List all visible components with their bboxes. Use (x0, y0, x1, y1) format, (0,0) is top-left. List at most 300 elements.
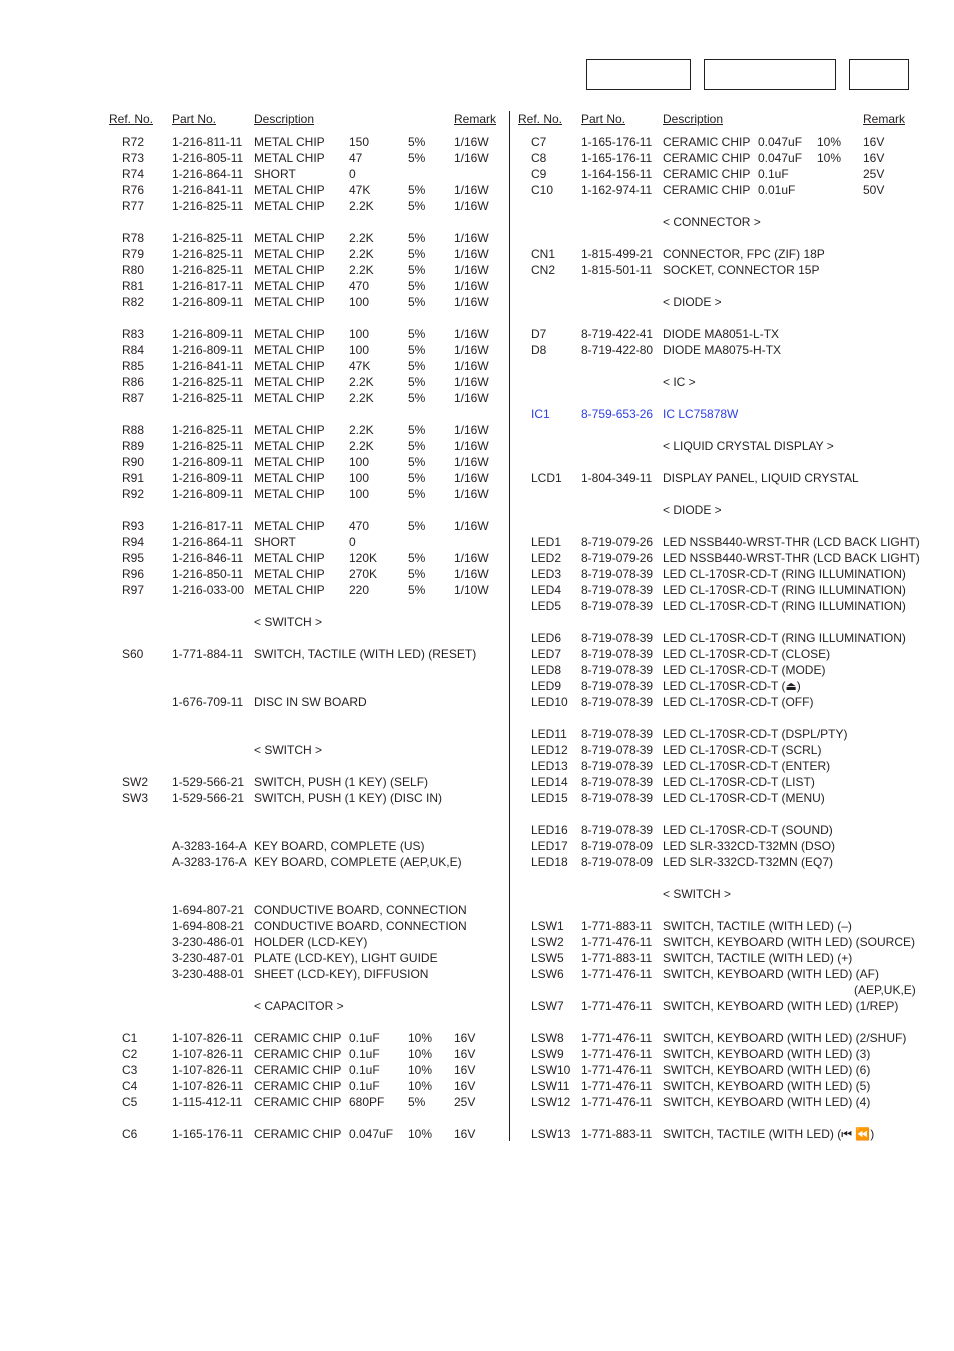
part-row (518, 726, 910, 742)
part-row (518, 566, 910, 582)
part-row (109, 966, 499, 982)
description: METAL CHIP (254, 583, 325, 597)
ref-no: LED12 (531, 743, 568, 757)
ref-no: LSW2 (531, 935, 564, 949)
part-row (518, 1126, 910, 1142)
part-no: 1-107-826-11 (172, 1079, 244, 1093)
description: METAL CHIP (254, 327, 325, 341)
ref-no: C8 (531, 151, 547, 165)
part-no: 1-771-883-11 (581, 1127, 653, 1141)
description: < DIODE > (663, 295, 722, 309)
ref-no: R95 (122, 551, 145, 565)
part-row (518, 998, 910, 1014)
row-spacer (518, 310, 910, 326)
description: LED CL-170SR-CD-T (OFF) (663, 695, 814, 709)
value: 2.2K (349, 247, 374, 261)
header-part-no: Part No. (172, 112, 217, 126)
ref-no: R82 (122, 295, 145, 309)
part-row (518, 342, 910, 358)
row-spacer (518, 278, 910, 294)
part-no: 8-719-078-39 (581, 759, 654, 773)
part-no: 1-771-476-11 (581, 1047, 653, 1061)
remark: 16V (454, 1079, 476, 1093)
parts-list-left (109, 111, 499, 1142)
part-row (109, 182, 499, 198)
ref-no: LSW12 (531, 1095, 571, 1109)
row-spacer (518, 454, 910, 470)
description: KEY BOARD, COMPLETE (AEP,UK,E) (254, 855, 462, 869)
value: 2.2K (349, 375, 374, 389)
ref-no: R81 (122, 279, 145, 293)
part-row (518, 502, 910, 518)
description: CERAMIC CHIP (254, 1095, 342, 1109)
part-row (109, 774, 499, 790)
tolerance: 10% (408, 1079, 433, 1093)
value: 150 (349, 135, 370, 149)
description: LED CL-170SR-CD-T (MODE) (663, 663, 826, 677)
ref-no: C3 (122, 1063, 138, 1077)
part-no: 1-216-825-11 (172, 375, 244, 389)
part-row (518, 1094, 910, 1110)
part-row (518, 838, 910, 854)
description: METAL CHIP (254, 199, 325, 213)
description: DISPLAY PANEL, LIQUID CRYSTAL (663, 471, 859, 485)
description: PLATE (LCD-KEY), LIGHT GUIDE (254, 951, 438, 965)
part-row (109, 166, 499, 182)
row-spacer (518, 486, 910, 502)
value: 0.1uF (349, 1031, 380, 1045)
value: 100 (349, 471, 370, 485)
tolerance: 5% (408, 199, 426, 213)
ref-no: R78 (122, 231, 145, 245)
remark: 1/10W (454, 583, 489, 597)
ref-no: LED8 (531, 663, 562, 677)
remark: 1/16W (454, 487, 489, 501)
tolerance: 5% (408, 279, 426, 293)
part-no: 1-216-825-11 (172, 263, 244, 277)
part-row (109, 950, 499, 966)
part-row (518, 934, 916, 950)
remark: 1/16W (454, 359, 489, 373)
part-no: 1-216-825-11 (172, 423, 244, 437)
row-spacer (518, 358, 910, 374)
part-no: 8-719-078-39 (581, 743, 654, 757)
ref-no: R92 (122, 487, 145, 501)
description: METAL CHIP (254, 455, 325, 469)
part-row (518, 758, 910, 774)
part-row (109, 246, 499, 262)
row-spacer (109, 758, 499, 774)
value: 0.1uF (349, 1047, 380, 1061)
row-spacer (109, 598, 499, 614)
tolerance: 5% (408, 263, 426, 277)
description: SWITCH, KEYBOARD (WITH LED) (3) (663, 1047, 871, 1061)
tolerance: 5% (408, 455, 426, 469)
part-row (109, 518, 499, 534)
ref-no: R86 (122, 375, 145, 389)
remark: 1/16W (454, 247, 489, 261)
header-part-no: Part No. (581, 112, 626, 126)
part-row (518, 662, 910, 678)
ref-no: R93 (122, 519, 145, 533)
row-spacer (109, 1014, 499, 1030)
tolerance: 10% (408, 1127, 433, 1141)
ref-no: LSW10 (531, 1063, 571, 1077)
part-no: 1-216-817-11 (172, 279, 244, 293)
row-spacer (518, 390, 910, 406)
part-row (109, 1126, 499, 1142)
part-no: 1-216-809-11 (172, 471, 244, 485)
ref-no: LSW5 (531, 951, 564, 965)
description: METAL CHIP (254, 263, 325, 277)
remark: 16V (454, 1063, 476, 1077)
ref-no: R84 (122, 343, 145, 357)
description: METAL CHIP (254, 343, 325, 357)
header-description: Description (663, 112, 724, 126)
description: CONDUCTIVE BOARD, CONNECTION (254, 903, 467, 917)
part-no: 8-719-078-39 (581, 823, 654, 837)
value: 0 (349, 167, 356, 181)
part-row (518, 262, 910, 278)
row-spacer (518, 230, 910, 246)
ref-no: LSW6 (531, 967, 564, 981)
header-ref-no: Ref. No. (518, 112, 563, 126)
ref-no: R80 (122, 263, 145, 277)
value: 0.01uF (758, 183, 796, 197)
part-no: 8-719-078-39 (581, 695, 654, 709)
ref-no: LED1 (531, 535, 562, 549)
remark: 1/16W (454, 375, 489, 389)
part-row (109, 790, 499, 806)
part-no: 1-771-476-11 (581, 1063, 653, 1077)
remark: 16V (454, 1127, 476, 1141)
value: 0 (349, 535, 356, 549)
part-no: 1-216-809-11 (172, 343, 244, 357)
remark: 1/16W (454, 455, 489, 469)
ref-no: LED18 (531, 855, 568, 869)
tolerance: 5% (408, 247, 426, 261)
part-row (109, 646, 499, 662)
value: 0.1uF (349, 1063, 380, 1077)
part-row (518, 326, 910, 342)
description: LED SLR-332CD-T32MN (DSO) (663, 839, 836, 853)
ref-no: LSW7 (531, 999, 564, 1013)
row-spacer (109, 310, 499, 326)
description: METAL CHIP (254, 183, 325, 197)
header-description: Description (254, 112, 315, 126)
part-no: 1-771-476-11 (581, 935, 653, 949)
part-row (109, 486, 499, 502)
row-spacer (518, 614, 910, 630)
row-spacer (518, 198, 910, 214)
description: SHORT (254, 535, 296, 549)
tolerance: 5% (408, 423, 426, 437)
part-row (518, 294, 910, 310)
part-row (109, 550, 499, 566)
row-spacer (109, 406, 499, 422)
part-no: 1-771-476-11 (581, 1095, 653, 1109)
part-no: 1-165-176-11 (172, 1127, 244, 1141)
part-no: 1-165-176-11 (581, 135, 653, 149)
description: METAL CHIP (254, 135, 325, 149)
ref-no: LSW8 (531, 1031, 564, 1045)
header-ref-no: Ref. No. (109, 112, 154, 126)
description: CERAMIC CHIP (254, 1079, 342, 1093)
ref-no: R85 (122, 359, 145, 373)
part-no: 1-216-825-11 (172, 231, 244, 245)
part-no: 8-719-078-39 (581, 647, 654, 661)
ref-no: R96 (122, 567, 145, 581)
part-row (518, 630, 910, 646)
part-no: 1-694-808-21 (172, 919, 245, 933)
part-no: 1-771-476-11 (581, 1031, 653, 1045)
remark: 1/16W (454, 199, 489, 213)
part-row (518, 406, 910, 422)
tolerance: 5% (408, 583, 426, 597)
value: 2.2K (349, 231, 374, 245)
part-row (109, 998, 499, 1014)
header-box-3 (849, 59, 909, 90)
part-row (518, 182, 910, 198)
remark: 16V (863, 135, 885, 149)
description: SWITCH, KEYBOARD (WITH LED) (5) (663, 1079, 871, 1093)
part-row (109, 838, 499, 854)
row-spacer (518, 1110, 910, 1126)
value: 2.2K (349, 263, 374, 277)
row-spacer (518, 1014, 910, 1030)
description: < DIODE > (663, 503, 722, 517)
description: < CAPACITOR > (254, 999, 344, 1013)
part-no: 8-719-079-26 (581, 535, 654, 549)
description: CERAMIC CHIP (254, 1063, 342, 1077)
description: SWITCH, TACTILE (WITH LED) (+) (663, 951, 853, 965)
column-headers-left (109, 111, 499, 127)
part-row (518, 822, 910, 838)
part-no: 1-216-825-11 (172, 247, 244, 261)
description: LED CL-170SR-CD-T (SCRL) (663, 743, 822, 757)
ref-no: R97 (122, 583, 145, 597)
ref-no: D8 (531, 343, 547, 357)
ref-no: IC1 (531, 407, 550, 421)
part-row (109, 422, 499, 438)
part-no: 1-815-499-21 (581, 247, 654, 261)
part-no: 1-694-807-21 (172, 903, 245, 917)
part-row (109, 326, 499, 342)
part-no: 1-771-883-11 (581, 951, 653, 965)
description: METAL CHIP (254, 519, 325, 533)
part-row (518, 1030, 910, 1046)
ref-no: LCD1 (531, 471, 562, 485)
part-row (518, 678, 910, 694)
description: LED CL-170SR-CD-T (ENTER) (663, 759, 831, 773)
part-row (109, 918, 499, 934)
part-no: 8-759-653-26 (581, 407, 654, 421)
description: < SWITCH > (254, 743, 323, 757)
row-spacer (109, 1110, 499, 1126)
part-row (109, 278, 499, 294)
part-row (109, 902, 499, 918)
description: SWITCH, KEYBOARD (WITH LED) (6) (663, 1063, 871, 1077)
part-row (109, 566, 499, 582)
value: 0.047uF (758, 135, 803, 149)
tolerance: 10% (408, 1063, 433, 1077)
part-no: 8-719-078-09 (581, 839, 654, 853)
part-no: 1-216-846-11 (172, 551, 244, 565)
tolerance: 5% (408, 391, 426, 405)
description: SWITCH, KEYBOARD (WITH LED) (AF) (663, 967, 879, 981)
value: 470 (349, 279, 370, 293)
part-no: 1-107-826-11 (172, 1047, 244, 1061)
tolerance: 5% (408, 519, 426, 533)
part-no: 1-216-841-11 (172, 359, 244, 373)
part-no: 8-719-079-26 (581, 551, 654, 565)
description: SOCKET, CONNECTOR 15P (663, 263, 820, 277)
remark: (AEP,UK,E) (854, 983, 916, 997)
description: METAL CHIP (254, 151, 325, 165)
part-row (109, 294, 499, 310)
ref-no: C10 (531, 183, 554, 197)
tolerance: 10% (408, 1031, 433, 1045)
part-row (109, 854, 499, 870)
part-no: 8-719-078-39 (581, 631, 654, 645)
part-row (109, 934, 499, 950)
description: SHEET (LCD-KEY), DIFFUSION (254, 967, 429, 981)
part-no: 8-719-078-39 (581, 599, 654, 613)
value: 47K (349, 359, 371, 373)
value: 0.1uF (349, 1079, 380, 1093)
part-no: 8-719-078-39 (581, 567, 654, 581)
description: LED CL-170SR-CD-T (DSPL/PTY) (663, 727, 848, 741)
row-spacer (109, 630, 499, 646)
tolerance: 5% (408, 183, 426, 197)
ref-no: LED10 (531, 695, 568, 709)
part-no: 1-216-811-11 (172, 135, 243, 149)
description: LED CL-170SR-CD-T (SOUND) (663, 823, 833, 837)
value: 2.2K (349, 391, 374, 405)
part-no: 1-216-825-11 (172, 391, 244, 405)
value: 100 (349, 487, 370, 501)
ref-no: R88 (122, 423, 145, 437)
value: 0.1uF (758, 167, 789, 181)
remark: 1/16W (454, 343, 489, 357)
description: LED CL-170SR-CD-T (RING ILLUMINATION) (663, 631, 906, 645)
part-row (518, 214, 910, 230)
part-no: 8-719-422-41 (581, 327, 654, 341)
ref-no: R83 (122, 327, 145, 341)
ref-no: R76 (122, 183, 145, 197)
part-row (109, 390, 499, 406)
rows-right (518, 134, 920, 1142)
ref-no: R87 (122, 391, 145, 405)
row-spacer (518, 518, 910, 534)
part-row (518, 246, 910, 262)
description: DISC IN SW BOARD (254, 695, 367, 709)
row-spacer (109, 678, 499, 694)
part-row (518, 166, 910, 182)
tolerance: 5% (408, 1095, 426, 1109)
part-row (518, 550, 920, 566)
part-no: 1-162-974-11 (581, 183, 653, 197)
description: LED CL-170SR-CD-T (RING ILLUMINATION) (663, 583, 906, 597)
ref-no: S60 (122, 647, 144, 661)
ref-no: R77 (122, 199, 145, 213)
description: LED CL-170SR-CD-T (MENU) (663, 791, 825, 805)
row-spacer (518, 710, 910, 726)
part-row (109, 582, 499, 598)
ref-no: R89 (122, 439, 145, 453)
description: SWITCH, KEYBOARD (WITH LED) (SOURCE) (663, 935, 916, 949)
part-no: 1-216-825-11 (172, 439, 244, 453)
description: SWITCH, KEYBOARD (WITH LED) (4) (663, 1095, 871, 1109)
description: LED CL-170SR-CD-T (⏏) (663, 679, 801, 693)
part-row (518, 742, 910, 758)
part-row (109, 1030, 499, 1046)
part-row (518, 1062, 910, 1078)
ref-no: LED16 (531, 823, 568, 837)
part-no: 1-216-841-11 (172, 183, 244, 197)
remark: 16V (454, 1047, 476, 1061)
description: < IC > (663, 375, 696, 389)
remark: 16V (454, 1031, 476, 1045)
value: 2.2K (349, 439, 374, 453)
tolerance: 5% (408, 343, 426, 357)
row-spacer (518, 422, 910, 438)
ref-no: R79 (122, 247, 145, 261)
ref-no: C7 (531, 135, 547, 149)
part-no: 1-771-476-11 (581, 999, 653, 1013)
ref-no: LED6 (531, 631, 562, 645)
tolerance: 10% (817, 135, 842, 149)
row-spacer (109, 806, 499, 822)
ref-no: C2 (122, 1047, 138, 1061)
value: 47K (349, 183, 371, 197)
value: 470 (349, 519, 370, 533)
part-no: 1-216-809-11 (172, 455, 244, 469)
row-spacer (109, 982, 499, 998)
remark: 1/16W (454, 471, 489, 485)
description: METAL CHIP (254, 471, 325, 485)
description: METAL CHIP (254, 359, 325, 373)
tolerance: 5% (408, 487, 426, 501)
part-row (109, 374, 499, 390)
value: 270K (349, 567, 378, 581)
description: LED NSSB440-WRST-THR (LCD BACK LIGHT) (663, 535, 920, 549)
tolerance: 5% (408, 135, 426, 149)
ref-no: R74 (122, 167, 145, 181)
description: LED CL-170SR-CD-T (RING ILLUMINATION) (663, 599, 906, 613)
ref-no: LED9 (531, 679, 562, 693)
ref-no: LED5 (531, 599, 562, 613)
part-row (109, 438, 499, 454)
description: LED CL-170SR-CD-T (CLOSE) (663, 647, 831, 661)
ref-no: SW2 (122, 775, 149, 789)
value: 120K (349, 551, 378, 565)
tolerance: 5% (408, 295, 426, 309)
tolerance: 10% (408, 1047, 433, 1061)
ref-no: CN2 (531, 263, 556, 277)
value: 220 (349, 583, 370, 597)
row-spacer (109, 662, 499, 678)
remark: 1/16W (454, 423, 489, 437)
description: CERAMIC CHIP (663, 183, 751, 197)
part-row (518, 1046, 910, 1062)
ref-no: LSW1 (531, 919, 564, 933)
part-no: 3-230-488-01 (172, 967, 245, 981)
description: SWITCH, KEYBOARD (WITH LED) (1/REP) (663, 999, 899, 1013)
description: METAL CHIP (254, 391, 325, 405)
ref-no: D7 (531, 327, 547, 341)
part-no: 8-719-078-39 (581, 679, 654, 693)
